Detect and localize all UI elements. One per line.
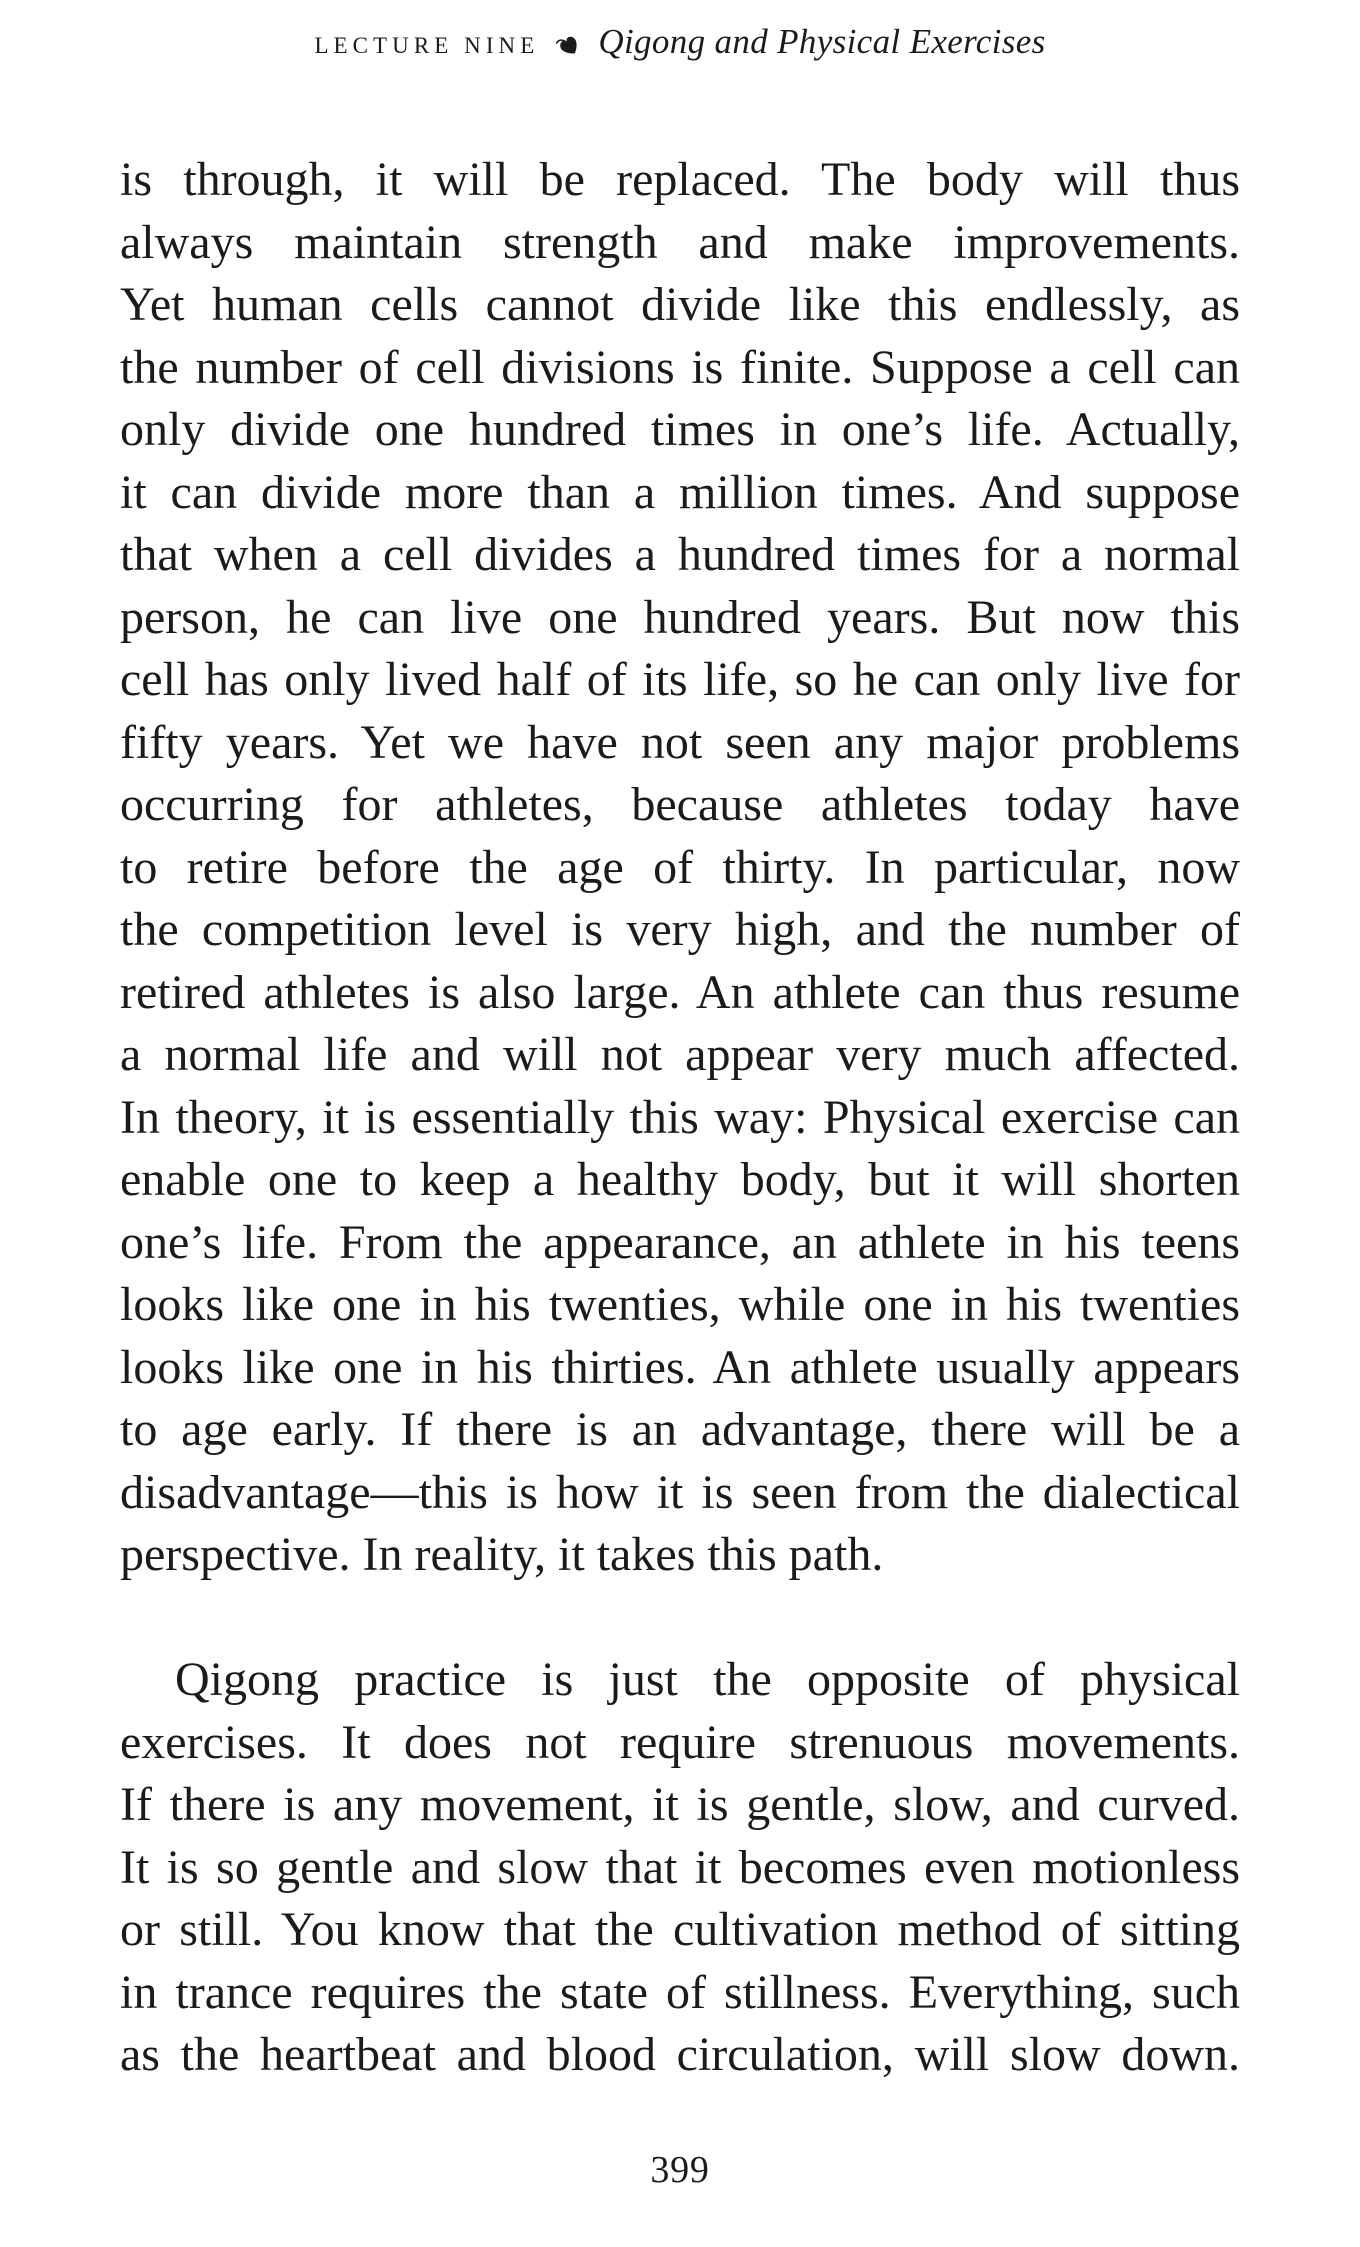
- text-line: the competition level is very high, and the number of: [120, 903, 1240, 956]
- text-line: a normal life and will not appear very much affected.: [120, 1028, 1240, 1081]
- text-line: the number of cell divisions is finite. Suppose a cell can: [120, 340, 1240, 394]
- text-line: If there is any movement, it is gentle, slow, and curved.: [120, 1778, 1240, 1831]
- text-line: or still. You know that the cultivation method of sitting: [120, 1903, 1240, 1956]
- text-line: to retire before the age of thirty. In particular, now: [120, 840, 1240, 894]
- text-line: fifty years. Yet we have not seen any major problems: [120, 715, 1240, 769]
- text-line: always maintain strength and make improvements.: [120, 215, 1240, 269]
- text-line: cell has only lived half of its life, so he can only live for: [120, 653, 1240, 706]
- text-line: enable one to keep a healthy body, but it will shorten: [120, 1153, 1240, 1206]
- text-line: disadvantage—this is how it is seen from the dialectical: [120, 1465, 1240, 1519]
- body-text: [120, 149, 1240, 2087]
- text-line: retired athletes is also large. An athlete can thus resume: [120, 965, 1240, 1019]
- paragraph: [120, 149, 1240, 1587]
- text-line: that when a cell divides a hundred times for a normal: [120, 528, 1240, 581]
- paragraph: [120, 1649, 1240, 2087]
- text-line: Yet human cells cannot divide like this endlessly, as: [120, 278, 1240, 331]
- text-line: looks like one in his thirties. An athlete usually appears: [120, 1340, 1240, 1394]
- text-line: in trance requires the state of stillness. Everything, such: [120, 1965, 1240, 2019]
- text-line: looks like one in his twenties, while one in his twenties: [120, 1278, 1240, 1331]
- text-line: it can divide more than a million times. And suppose: [120, 465, 1240, 519]
- text-line: It is so gentle and slow that it becomes even motionless: [120, 1840, 1240, 1894]
- text-line: exercises. It does not require strenuous movements.: [120, 1715, 1240, 1769]
- text-line: one’s life. From the appearance, an athlete in his teens: [120, 1215, 1240, 1269]
- text-line: occurring for athletes, because athletes today have: [120, 778, 1240, 831]
- text-line: to age early. If there is an advantage, there will be a: [120, 1403, 1240, 1456]
- lecture-number-label: LECTURE NINE: [314, 33, 540, 58]
- chapter-title: Qigong and Physical Exercises: [598, 22, 1046, 61]
- fleuron-leaf-icon: [555, 31, 582, 58]
- text-line: Qigong practice is just the opposite of physical: [175, 1653, 1240, 1706]
- running-head: [0, 22, 1360, 62]
- text-line: person, he can live one hundred years. But now this: [120, 590, 1240, 644]
- text-line: only divide one hundred times in one’s life. Actually,: [120, 403, 1240, 456]
- page-number: 399: [650, 2149, 710, 2191]
- text-line: perspective. In reality, it takes this path.: [120, 1528, 884, 1581]
- text-line: In theory, it is essentially this way: Physical exercise can: [120, 1090, 1240, 1144]
- text-line: is through, it will be replaced. The body will thus: [120, 153, 1240, 206]
- text-line: as the heartbeat and blood circulation, will slow down.: [120, 2028, 1240, 2081]
